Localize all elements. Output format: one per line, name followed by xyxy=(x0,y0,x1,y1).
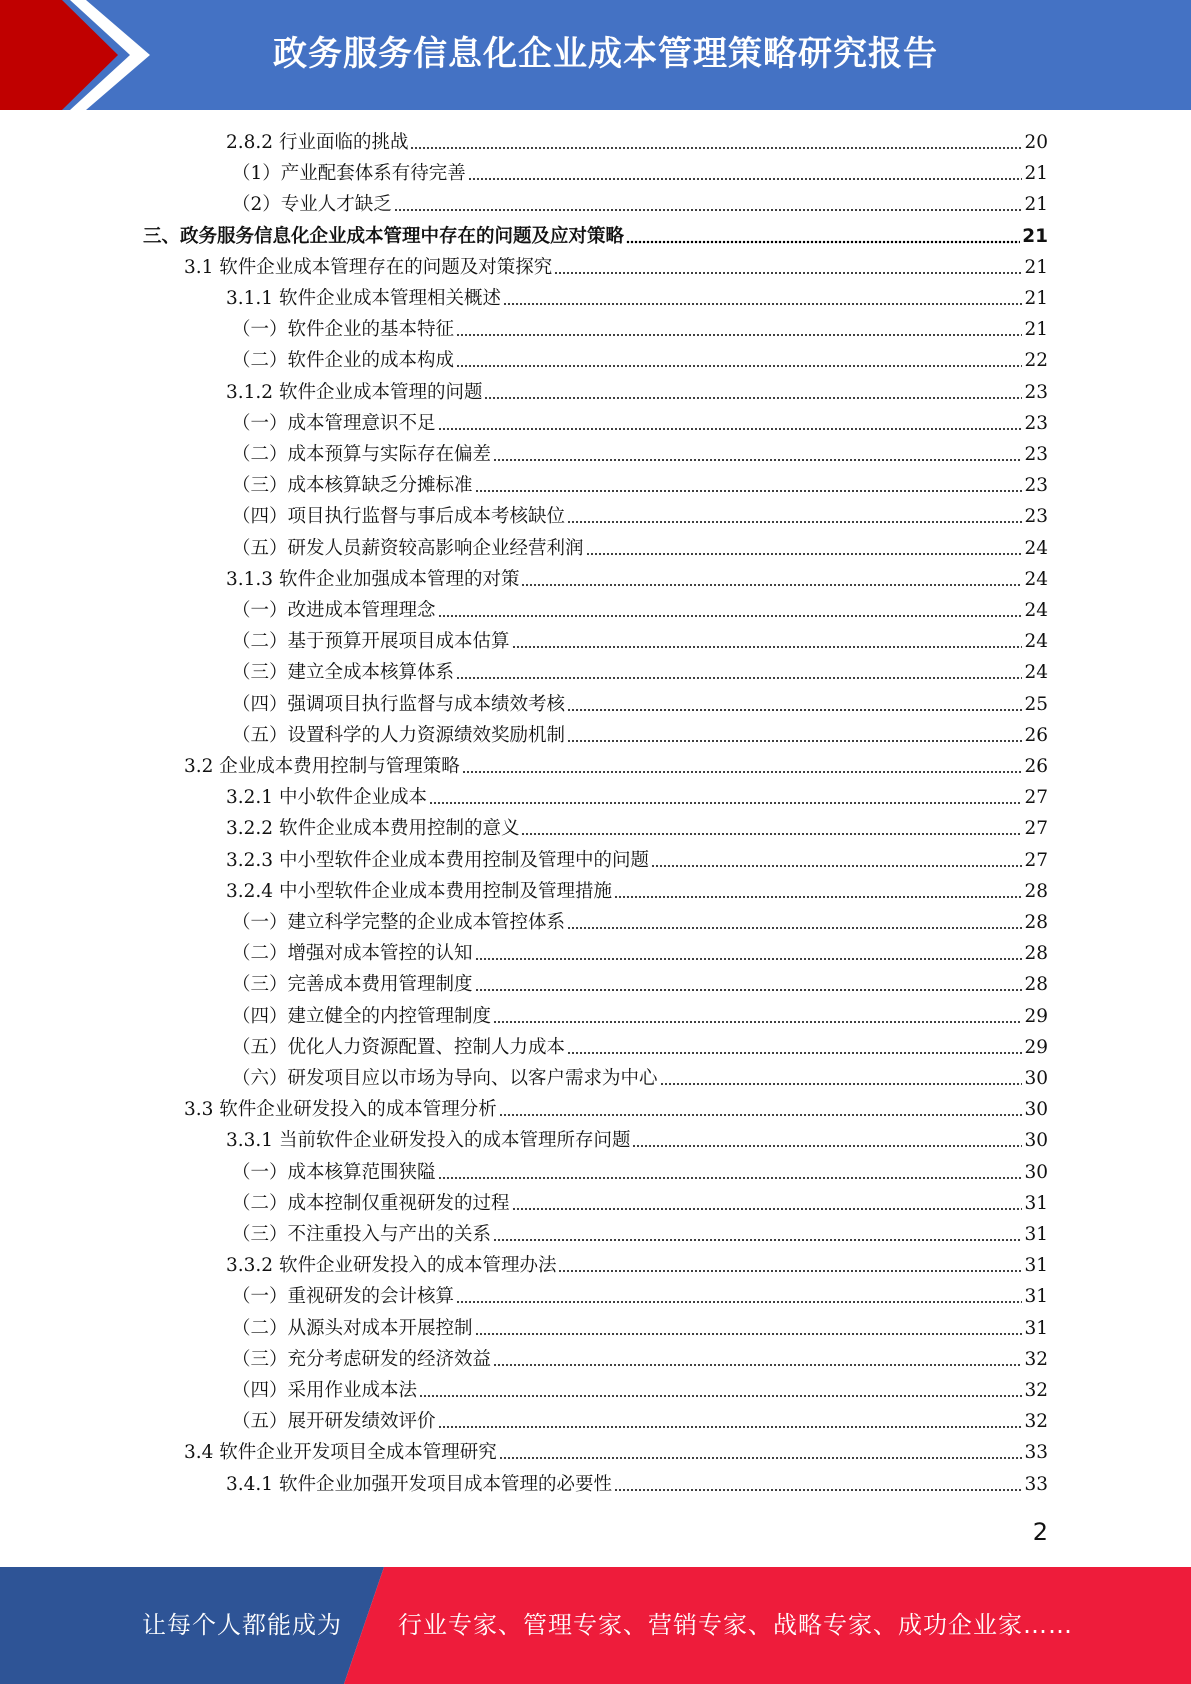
toc-entry-page: 23 xyxy=(1024,444,1048,465)
toc-dot-leader xyxy=(521,830,1022,836)
toc-dot-leader xyxy=(567,1049,1022,1055)
toc-entry-title: 3.1.2 软件企业成本管理的问题 xyxy=(226,382,483,403)
toc-dot-leader xyxy=(410,144,1022,150)
toc-dot-leader xyxy=(438,1174,1023,1180)
toc-entry[interactable] xyxy=(232,1001,1048,1032)
toc-dot-leader xyxy=(394,206,1023,212)
toc-entry[interactable] xyxy=(232,189,1048,220)
toc-entry-page: 31 xyxy=(1024,1193,1048,1214)
toc-entry-title: （四）项目执行监督与事后成本考核缺位 xyxy=(232,506,566,527)
toc-entry-page: 24 xyxy=(1024,631,1048,652)
toc-entry-page: 30 xyxy=(1024,1130,1048,1151)
toc-entry-page: 24 xyxy=(1024,600,1048,621)
toc-entry-page: 20 xyxy=(1024,132,1048,153)
toc-dot-leader xyxy=(554,269,1022,275)
toc-entry-title: （一）成本管理意识不足 xyxy=(232,413,436,434)
toc-entry[interactable] xyxy=(232,689,1048,720)
toc-entry-page: 28 xyxy=(1024,974,1048,995)
toc-dot-leader xyxy=(438,612,1023,618)
toc-dot-leader xyxy=(512,1205,1023,1211)
toc-entry-page: 33 xyxy=(1024,1474,1048,1495)
toc-entry[interactable] xyxy=(232,408,1048,439)
toc-entry-page: 23 xyxy=(1024,475,1048,496)
toc-dot-leader xyxy=(438,425,1023,431)
toc-dot-leader xyxy=(475,986,1023,992)
toc-entry[interactable] xyxy=(226,782,1048,813)
toc-entry[interactable] xyxy=(232,314,1048,345)
toc-entry[interactable] xyxy=(232,345,1048,376)
toc-entry-title: （三）不注重投入与产出的关系 xyxy=(232,1224,492,1245)
toc-entry[interactable] xyxy=(232,501,1048,532)
toc-entry-title: （一）改进成本管理理念 xyxy=(232,600,436,621)
report-header xyxy=(0,0,1191,110)
toc-dot-leader xyxy=(456,362,1022,368)
toc-entry[interactable] xyxy=(232,1281,1048,1312)
toc-entry-title: 3.1.3 软件企业加强成本管理的对策 xyxy=(226,569,520,590)
toc-entry-page: 32 xyxy=(1024,1411,1048,1432)
toc-entry-title: （一）重视研发的会计核算 xyxy=(232,1286,455,1307)
toc-entry-page: 25 xyxy=(1024,694,1048,715)
toc-entry-title: （二）基于预算开展项目成本估算 xyxy=(232,631,510,652)
toc-entry[interactable] xyxy=(232,907,1048,938)
toc-dot-leader xyxy=(493,456,1022,462)
toc-entry[interactable] xyxy=(232,969,1048,1000)
toc-entry-title: （二）软件企业的成本构成 xyxy=(232,350,455,371)
toc-dot-leader xyxy=(503,300,1022,306)
toc-entry-title: （一）建立科学完整的企业成本管控体系 xyxy=(232,912,566,933)
toc-entry-page: 29 xyxy=(1024,1006,1048,1027)
toc-entry[interactable] xyxy=(232,626,1048,657)
toc-entry-title: 3.2.1 中小软件企业成本 xyxy=(226,787,427,808)
toc-entry-title: （1）产业配套体系有待完善 xyxy=(232,163,466,184)
toc-entry-title: 3.4 软件企业开发项目全成本管理研究 xyxy=(184,1442,497,1463)
toc-entry-page: 27 xyxy=(1024,818,1048,839)
toc-entry-page: 23 xyxy=(1024,382,1048,403)
toc-dot-leader xyxy=(567,706,1022,712)
footer-banner xyxy=(0,1567,1191,1684)
toc-dot-leader xyxy=(493,1236,1022,1242)
report-title: 政务服务信息化企业成本管理策略研究报告 xyxy=(273,34,938,74)
toc-entry[interactable] xyxy=(226,1125,1048,1156)
toc-entry-title: （2）专业人才缺乏 xyxy=(232,194,392,215)
toc-dot-leader xyxy=(438,1423,1023,1429)
toc-entry[interactable] xyxy=(232,1157,1048,1188)
toc-dot-leader xyxy=(499,1454,1023,1460)
toc-entry-page: 31 xyxy=(1024,1255,1048,1276)
toc-dot-leader xyxy=(626,238,1020,244)
toc-dot-leader xyxy=(456,674,1022,680)
toc-entry-title: （五）展开研发绩效评价 xyxy=(232,1411,436,1432)
toc-entry[interactable] xyxy=(184,751,1048,782)
toc-entry-page: 28 xyxy=(1024,912,1048,933)
toc-entry[interactable] xyxy=(226,564,1048,595)
toc-entry-title: （三）建立全成本核算体系 xyxy=(232,662,455,683)
toc-entry[interactable] xyxy=(184,1094,1048,1125)
toc-entry-title: （二）成本控制仅重视研发的过程 xyxy=(232,1193,510,1214)
toc-entry[interactable] xyxy=(226,845,1048,876)
toc-entry[interactable] xyxy=(232,1219,1048,1250)
toc-entry-page: 22 xyxy=(1024,350,1048,371)
toc-entry[interactable] xyxy=(232,1188,1048,1219)
toc-entry[interactable] xyxy=(232,1406,1048,1437)
toc-entry[interactable] xyxy=(232,1344,1048,1375)
toc-entry-title: 三、政务服务信息化企业成本管理中存在的问题及应对策略 xyxy=(143,226,625,247)
toc-dot-leader xyxy=(475,1330,1023,1336)
toc-entry-page: 21 xyxy=(1024,194,1048,215)
toc-dot-leader xyxy=(512,643,1023,649)
toc-entry-page: 30 xyxy=(1024,1068,1048,1089)
toc-dot-leader xyxy=(493,1018,1022,1024)
toc-dot-leader xyxy=(567,737,1022,743)
toc-dot-leader xyxy=(475,487,1023,493)
toc-entry[interactable] xyxy=(232,439,1048,470)
toc-entry-title: （二）从源头对成本开展控制 xyxy=(232,1318,473,1339)
toc-entry-page: 31 xyxy=(1024,1224,1048,1245)
toc-entry-title: （四）建立健全的内控管理制度 xyxy=(232,1006,492,1027)
toc-entry[interactable] xyxy=(143,221,1048,252)
toc-entry-page: 32 xyxy=(1024,1349,1048,1370)
footer-slogan-right: 行业专家、管理专家、营销专家、战略专家、成功企业家…… xyxy=(398,1611,1073,1639)
toc-dot-leader xyxy=(499,1111,1023,1117)
toc-entry-page: 21 xyxy=(1024,319,1048,340)
toc-dot-leader xyxy=(567,924,1022,930)
toc-entry-title: 3.2.3 中小型软件企业成本费用控制及管理中的问题 xyxy=(226,850,649,871)
toc-entry-title: （四）强调项目执行监督与成本绩效考核 xyxy=(232,694,566,715)
toc-dot-leader xyxy=(468,175,1023,181)
toc-dot-leader xyxy=(456,1298,1022,1304)
toc-entry-page: 24 xyxy=(1024,569,1048,590)
toc-entry-page: 27 xyxy=(1024,850,1048,871)
toc-entry-page: 21 xyxy=(1024,257,1048,278)
toc-entry-page: 30 xyxy=(1024,1099,1048,1120)
toc-entry-page: 21 xyxy=(1022,226,1048,247)
toc-entry[interactable] xyxy=(226,127,1048,158)
toc-entry[interactable] xyxy=(232,1375,1048,1406)
toc-dot-leader xyxy=(419,1392,1022,1398)
toc-entry-title: 3.1.1 软件企业成本管理相关概述 xyxy=(226,288,501,309)
header-chevron-decoration xyxy=(0,0,160,110)
toc-entry-title: 3.2.2 软件企业成本费用控制的意义 xyxy=(226,818,520,839)
toc-entry-page: 24 xyxy=(1024,662,1048,683)
toc-entry-title: 2.8.2 行业面临的挑战 xyxy=(226,132,409,153)
footer-slogan-left: 让每个人都能成为 xyxy=(142,1611,342,1639)
toc-dot-leader xyxy=(462,768,1023,774)
toc-entry[interactable] xyxy=(232,938,1048,969)
toc-entry[interactable] xyxy=(232,158,1048,189)
toc-entry-title: （三）完善成本费用管理制度 xyxy=(232,974,473,995)
toc-entry[interactable] xyxy=(232,657,1048,688)
toc-entry[interactable] xyxy=(226,1469,1048,1500)
toc-dot-leader xyxy=(558,1267,1022,1273)
toc-dot-leader xyxy=(521,581,1022,587)
toc-entry-page: 21 xyxy=(1024,163,1048,184)
toc-entry-title: 3.3.2 软件企业研发投入的成本管理办法 xyxy=(226,1255,557,1276)
toc-entry-page: 23 xyxy=(1024,413,1048,434)
toc-entry-page: 28 xyxy=(1024,943,1048,964)
toc-entry[interactable] xyxy=(232,595,1048,626)
toc-entry-page: 28 xyxy=(1024,881,1048,902)
toc-dot-leader xyxy=(429,799,1022,805)
toc-entry-page: 31 xyxy=(1024,1318,1048,1339)
toc-entry-page: 30 xyxy=(1024,1162,1048,1183)
toc-entry-title: （二）成本预算与实际存在偏差 xyxy=(232,444,492,465)
toc-entry-title: 3.3.1 当前软件企业研发投入的成本管理所存问题 xyxy=(226,1130,631,1151)
toc-dot-leader xyxy=(660,1080,1023,1086)
toc-dot-leader xyxy=(475,955,1023,961)
toc-entry-page: 29 xyxy=(1024,1037,1048,1058)
toc-entry-page: 23 xyxy=(1024,506,1048,527)
toc-entry-title: （一）成本核算范围狭隘 xyxy=(232,1162,436,1183)
toc-dot-leader xyxy=(493,1361,1022,1367)
toc-entry-title: （五）优化人力资源配置、控制人力成本 xyxy=(232,1037,566,1058)
toc-entry[interactable] xyxy=(226,377,1048,408)
toc-entry[interactable] xyxy=(232,1032,1048,1063)
toc-entry-page: 24 xyxy=(1024,538,1048,559)
toc-entry-title: 3.3 软件企业研发投入的成本管理分析 xyxy=(184,1099,497,1120)
toc-entry-title: 3.4.1 软件企业加强开发项目成本管理的必要性 xyxy=(226,1474,612,1495)
toc-entry-title: （三）成本核算缺乏分摊标准 xyxy=(232,475,473,496)
toc-entry-page: 27 xyxy=(1024,787,1048,808)
toc-dot-leader xyxy=(614,893,1022,899)
toc-entry-page: 21 xyxy=(1024,288,1048,309)
toc-dot-leader xyxy=(632,1142,1022,1148)
toc-entry-title: （二）增强对成本管控的认知 xyxy=(232,943,473,964)
toc-entry-page: 26 xyxy=(1024,756,1048,777)
toc-entry[interactable] xyxy=(184,252,1048,283)
toc-dot-leader xyxy=(586,550,1023,556)
toc-entry[interactable] xyxy=(226,1250,1048,1281)
toc-entry-page: 26 xyxy=(1024,725,1048,746)
toc-entry-title: （六）研发项目应以市场为导向、以客户需求为中心 xyxy=(232,1068,658,1089)
toc-entry-title: （五）设置科学的人力资源绩效奖励机制 xyxy=(232,725,566,746)
page-number: 2 xyxy=(1032,1518,1048,1546)
toc-entry[interactable] xyxy=(226,876,1048,907)
toc-entry-title: 3.1 软件企业成本管理存在的问题及对策探究 xyxy=(184,257,553,278)
toc-dot-leader xyxy=(567,518,1022,524)
toc-entry-title: 3.2 企业成本费用控制与管理策略 xyxy=(184,756,460,777)
toc-entry-title: （五）研发人员薪资较高影响企业经营利润 xyxy=(232,538,584,559)
toc-entry[interactable] xyxy=(226,813,1048,844)
toc-dot-leader xyxy=(614,1486,1022,1492)
toc-dot-leader xyxy=(484,394,1022,400)
toc-entry-title: 3.2.4 中小型软件企业成本费用控制及管理措施 xyxy=(226,881,612,902)
toc-entry-page: 33 xyxy=(1024,1442,1048,1463)
toc-entry-page: 31 xyxy=(1024,1286,1048,1307)
toc-entry[interactable] xyxy=(232,470,1048,501)
toc-entry[interactable] xyxy=(232,533,1048,564)
toc-entry-title: （四）采用作业成本法 xyxy=(232,1380,418,1401)
toc-entry[interactable] xyxy=(232,1063,1048,1094)
toc-entry[interactable] xyxy=(232,1313,1048,1344)
toc-dot-leader xyxy=(456,331,1022,337)
toc-dot-leader xyxy=(651,862,1022,868)
toc-entry-page: 32 xyxy=(1024,1380,1048,1401)
toc-entry[interactable] xyxy=(232,720,1048,751)
toc-entry[interactable] xyxy=(184,1437,1048,1468)
toc-entry-title: （一）软件企业的基本特征 xyxy=(232,319,455,340)
toc-entry[interactable] xyxy=(226,283,1048,314)
toc-entry-title: （三）充分考虑研发的经济效益 xyxy=(232,1349,492,1370)
